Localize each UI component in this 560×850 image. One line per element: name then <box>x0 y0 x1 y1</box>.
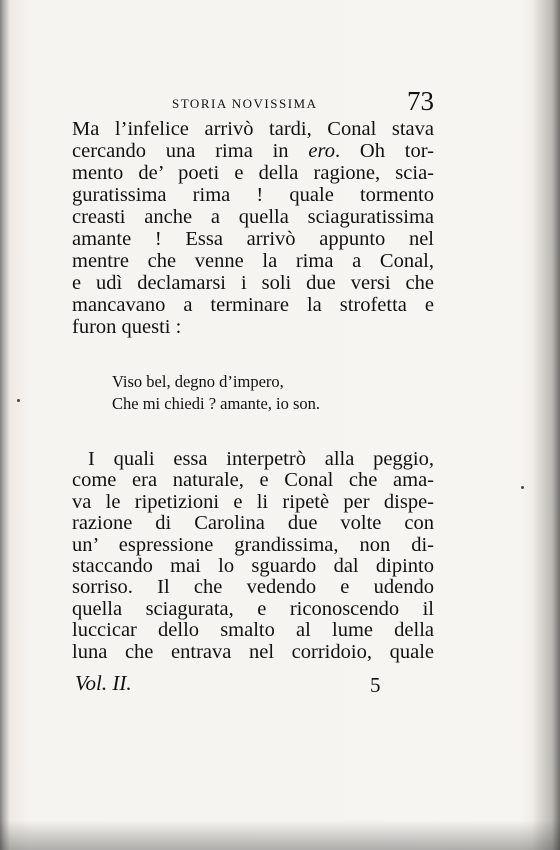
volume-signature: Vol. II. <box>75 671 132 695</box>
text-line: amante ! Essa arrivò appunto nel <box>72 228 434 250</box>
verse-block <box>112 371 320 415</box>
text-line: un’ espressione grandissima, non di- <box>72 533 434 556</box>
text-line: sorriso. Il che vedendo e udendo <box>72 576 434 599</box>
text-line: quella sciagurata, e riconoscendo il <box>72 597 434 620</box>
text-line: mancavano a terminare la strofetta e <box>72 294 434 316</box>
paragraph-1 <box>72 118 434 338</box>
paragraph-2 <box>72 449 434 663</box>
paper-speck <box>521 486 524 489</box>
text-line: creasti anche a quella sciaguratissima <box>72 206 434 228</box>
text-line: staccando mai lo sguardo dal dipinto <box>72 555 434 578</box>
text-line: va le ripetizioni e li ripetè per dispe- <box>72 490 434 513</box>
page-binding-shadow <box>0 0 10 850</box>
verse-line: Viso bel, degno d’impero, <box>112 372 284 391</box>
text-line: luna che entrava nel corridoio, quale <box>72 640 434 663</box>
page-number: 73 <box>407 86 434 116</box>
page-edge-shadow <box>532 0 560 850</box>
text-line: furon questi : <box>72 316 182 338</box>
text-line: luccicar dello smalto al lume della <box>72 619 434 642</box>
verse-line: Che mi chiedi ? amante, io son. <box>112 394 321 413</box>
text-line: Ma l’infelice arrivò tardi, Conal stava <box>72 118 434 140</box>
text-line: I quali essa interpetrò alla peggio, <box>88 448 434 470</box>
page-header <box>72 86 434 120</box>
text-line: e udì declamarsi i soli due versi che <box>72 272 434 294</box>
text-line-part: . Oh tor- <box>334 140 434 162</box>
italic-word: ero <box>308 140 335 162</box>
text-line: razione di Carolina due volte con <box>72 512 434 535</box>
text-line: guratissima rima ! quale tormento <box>72 184 434 206</box>
gathering-number: 5 <box>370 673 381 697</box>
text-line-part: cercando una rima in <box>72 140 309 162</box>
text-line: come era naturale, e Conal che ama- <box>72 469 434 492</box>
running-head: STORIA NOVISSIMA <box>172 96 318 111</box>
text-line: mentre che venne la rima a Conal, <box>72 250 434 272</box>
text-line <box>72 140 434 162</box>
paper-speck <box>17 399 20 402</box>
text-line: mento de’ poeti e della ragione, scia- <box>72 162 434 184</box>
page-bottom-shadow <box>0 820 560 850</box>
